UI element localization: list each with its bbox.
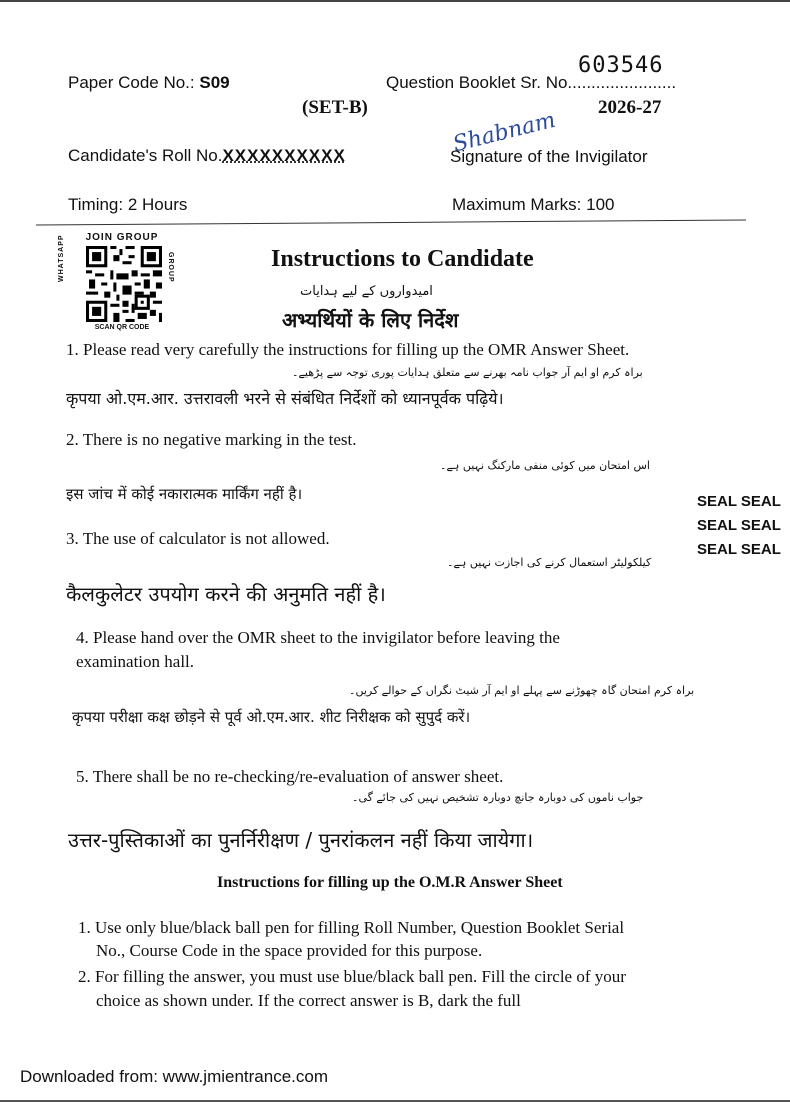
invigilator-signature: Shabnam (450, 107, 559, 158)
instruction-2-en: 2. There is no negative marking in the test. (66, 430, 357, 449)
set-label: (SET-B) (302, 97, 368, 118)
timing: Timing: 2 Hours (68, 195, 188, 214)
roll-label: Candidate's Roll No. (68, 146, 223, 165)
qr-bottom-text: SCAN QR CODE (94, 324, 150, 331)
qr-top-text: JOIN GROUP (85, 232, 159, 243)
qr-code-icon (86, 246, 162, 322)
header-divider (36, 220, 746, 226)
seal-text-2: SEAL SEAL (697, 517, 781, 534)
omr-instructions-title: Instructions for filling up the O.M.R Answer Sheet (217, 874, 563, 891)
instruction-2-urdu: اس امتحان میں کوئی منفی مارکنگ نہیں ہے۔ (440, 459, 650, 472)
instruction-4-en-line1: 4. Please hand over the OMR sheet to the invigilator before leaving the (76, 628, 560, 647)
seal-text-3: SEAL SEAL (697, 541, 781, 558)
instruction-2-hindi: इस जांच में कोई नकारात्मक मार्किंग नहीं है। (66, 485, 303, 503)
paper-code (68, 73, 230, 93)
paper-code-value: S09 (199, 73, 230, 92)
instruction-1-urdu: براہ کرم او ایم آر جواب نامہ بھرنے سے متعلق ہدایات پوری توجہ سے پڑھیے۔ (292, 366, 643, 379)
omr-instruction-2-line1: 2. For filling the answer, you must use blue/black ball pen. Fill the circle of your (78, 967, 626, 986)
omr-instruction-1-line1: 1. Use only blue/black ball pen for filling Roll Number, Question Booklet Serial (78, 918, 625, 937)
instruction-1-hindi: कृपया ओ.एम.आर. उत्तरावली भरने से संबंधित निर्देशों को ध्यानपूर्वक पढ़िये। (66, 389, 504, 408)
seal-text-1: SEAL SEAL (697, 493, 781, 510)
booklet-dots: ...................... (572, 73, 677, 92)
top-border (0, 0, 790, 2)
whatsapp-qr-block (58, 232, 174, 332)
instruction-4-en-line2: examination hall. (76, 652, 195, 671)
paper-code-label: Paper Code No.: (68, 73, 195, 92)
booklet-label-text: Question Booklet Sr. No. (386, 73, 573, 92)
qr-left-text: WHATSAPP (58, 234, 65, 282)
instruction-4-hindi: कृपया परीक्षा कक्ष छोड़ने से पूर्व ओ.एम.आर. शीट निरीक्षक को सुपुर्द करें। (72, 708, 471, 726)
roll-number (68, 146, 346, 166)
instruction-3-hindi: कैलकुलेटर उपयोग करने की अनुमति नहीं है। (66, 582, 386, 606)
instruction-5-hindi: उत्तर-पुस्तिकाओं का पुनर्निरीक्षण / पुनरांकलन नहीं किया जायेगा। (68, 828, 534, 852)
signature-label: Signature of the Invigilator (450, 147, 648, 166)
instruction-5-en: 5. There shall be no re-checking/re-evaluation of answer sheet. (76, 767, 504, 786)
roll-value: XXXXXXXXXX (222, 146, 346, 165)
booklet-serial-number: 603546 (578, 53, 664, 78)
maximum-marks: Maximum Marks: 100 (452, 195, 615, 214)
omr-instruction-1-line2: No., Course Code in the space provided for this purpose. (96, 941, 483, 960)
download-source-footer: Downloaded from: www.jmientrance.com (20, 1067, 329, 1086)
instruction-3-en: 3. The use of calculator is not allowed. (66, 529, 330, 548)
instruction-4-urdu: براہ کرم امتحان گاہ چھوڑنے سے پہلے او ایم آر شیٹ نگراں کے حوالے کریں۔ (349, 684, 695, 697)
session-year: 2026-27 (598, 97, 662, 118)
instruction-5-urdu: جواب ناموں کی دوبارہ جانچ دوبارہ تشخیص نہیں کی جائے گی۔ (352, 791, 644, 804)
instructions-title-hindi: अभ्यर्थियों के लिए निर्देश (282, 308, 459, 332)
instructions-title: Instructions to Candidate (271, 246, 534, 272)
omr-instruction-2-line2: choice as shown under. If the correct answer is B, dark the full (96, 991, 521, 1010)
instruction-1-en: 1. Please read very carefully the instructions for filling up the OMR Answer Sheet. (66, 340, 630, 359)
instructions-title-urdu: امیدواروں کے لیے ہدایات (300, 284, 433, 299)
qr-right-text: GROUP (167, 252, 174, 283)
instruction-3-urdu: کیلکولیٹر استعمال کرنے کی اجازت نہیں ہے۔ (447, 556, 652, 569)
